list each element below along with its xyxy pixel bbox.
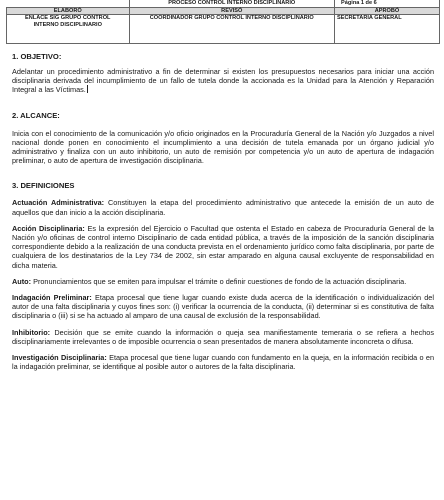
reviso-value: COORDINADOR GRUPO CONTROL INTERNO DISCIPLINARIO bbox=[129, 15, 335, 44]
definition-text: Constituyen la etapa del procedimiento administrativo que antecede la emisión de un auto de aquellos que dan inicio a la acción disciplinaria. bbox=[12, 198, 434, 217]
aprobo-label: APROBÓ bbox=[335, 7, 440, 15]
definition-text: Es la expresión del Ejercicio o Facultad que ostenta el Estado en cabeza de Procuraduría General de la Nación y/o oficinas de control interno Disciplinario de cada entidad pública, a través de la imposición de la sanción disciplinaria correspondiente debido a la realización de una conducta prevista en el ordenamiento jurídico como falta disciplinaria, por parte de cualquiera de los destinatarios de la Ley 734 de 2002, sin estar amparado en alguna causal excluyente de responsabilidad en dicha materia. bbox=[12, 223, 434, 270]
definition-text: Decisión que se emite cuando la información o queja sea manifiestamente temeraria o se refiera a hechos disciplinariamente irrelevantes o de imposible ocurrencia o sean presentados de manera absolutamente inconcreta o difusa. bbox=[12, 327, 434, 346]
objetivo-text bbox=[12, 67, 434, 95]
reviso-label: REVISÓ bbox=[129, 7, 335, 15]
elaboro-label: ELABORÓ bbox=[7, 7, 130, 15]
alcance-heading: 2. ALCANCE: bbox=[12, 110, 60, 120]
definition-term: Inhibitorio: bbox=[12, 327, 51, 337]
definition-term: Actuación Administrativa: bbox=[12, 198, 105, 208]
header-process-name: PROCESO CONTROL INTERNO DISCIPLINARIO bbox=[129, 0, 335, 7]
definition-item bbox=[12, 224, 434, 270]
definition-item bbox=[12, 353, 434, 371]
header-page-number: Página 1 de 6 bbox=[335, 0, 440, 7]
definition-term: Indagación Preliminar: bbox=[12, 293, 92, 303]
aprobo-value: SECRETARIA GENERAL bbox=[335, 15, 440, 44]
header-blank-cell bbox=[7, 0, 130, 7]
objetivo-paragraph: Adelantar un procedimiento administrativo a fin de determinar si existen los presupuestos necesarios para iniciar una acción disciplinaria derivada del incumplimiento de un fallo de tutela donde la accionada es la Unidad para la Atención y Reparación Integral a las Víctimas. bbox=[12, 67, 434, 95]
definition-item bbox=[12, 328, 434, 346]
definition-item bbox=[12, 277, 434, 286]
header-process-row bbox=[7, 0, 440, 7]
definition-item bbox=[12, 198, 434, 216]
definition-text: Etapa procesal que tiene lugar cuando con fundamento en la queja, en la información recibida o en la indagación preliminar, se identifique al posible autor o autores de la falta disciplinaria. bbox=[12, 353, 435, 372]
alcance-text: Inicia con el conocimiento de la comunicación y/o oficio originados en la Procuraduría General de la Nación y/o Juzgados a nivel nacional donde ponen en conocimiento el incumplimiento a una decisión de tutela emanada por un órgano judicial y/o administrativo y finaliza con un auto inhibitorio, un auto de remisión por competencia y/o un auto de apertura de indagación preliminar, o auto de apertura de investigación disciplinaria. bbox=[12, 128, 434, 166]
definition-text: Pronunciamientos que se emiten para impulsar el trámite o definir cuestiones de fondo de la actuación disciplinaria. bbox=[31, 276, 407, 286]
definition-term: Investigación Disciplinaria: bbox=[12, 353, 107, 363]
definiciones-heading: 3. DEFINICIONES bbox=[12, 181, 75, 191]
header-labels-row bbox=[7, 7, 440, 15]
definition-term: Auto: bbox=[12, 276, 32, 286]
objetivo-heading: 1. OBJETIVO: bbox=[12, 52, 62, 61]
definition-item bbox=[12, 293, 434, 321]
document-header-table bbox=[6, 0, 440, 44]
document-body bbox=[12, 52, 434, 378]
text-cursor bbox=[87, 85, 88, 93]
header-values-row bbox=[7, 15, 440, 44]
definition-term: Acción Disciplinaria: bbox=[12, 223, 85, 233]
definition-text: Etapa procesal que tiene lugar cuando existe duda acerca de la identificación o individualización del autor de una falta disciplinaria y cuyos fines son: (i) verificar la ocurrencia de la conducta, (ii) determinar si es constitutiva de falta disciplinaria o (iii) si se ha actuado al amparo de una causal de exclusión de la responsabilidad. bbox=[12, 293, 434, 321]
elaboro-value: ENLACE SIG GRUPO CONTROL INTERNO DISCIPLINARIO bbox=[7, 15, 130, 44]
